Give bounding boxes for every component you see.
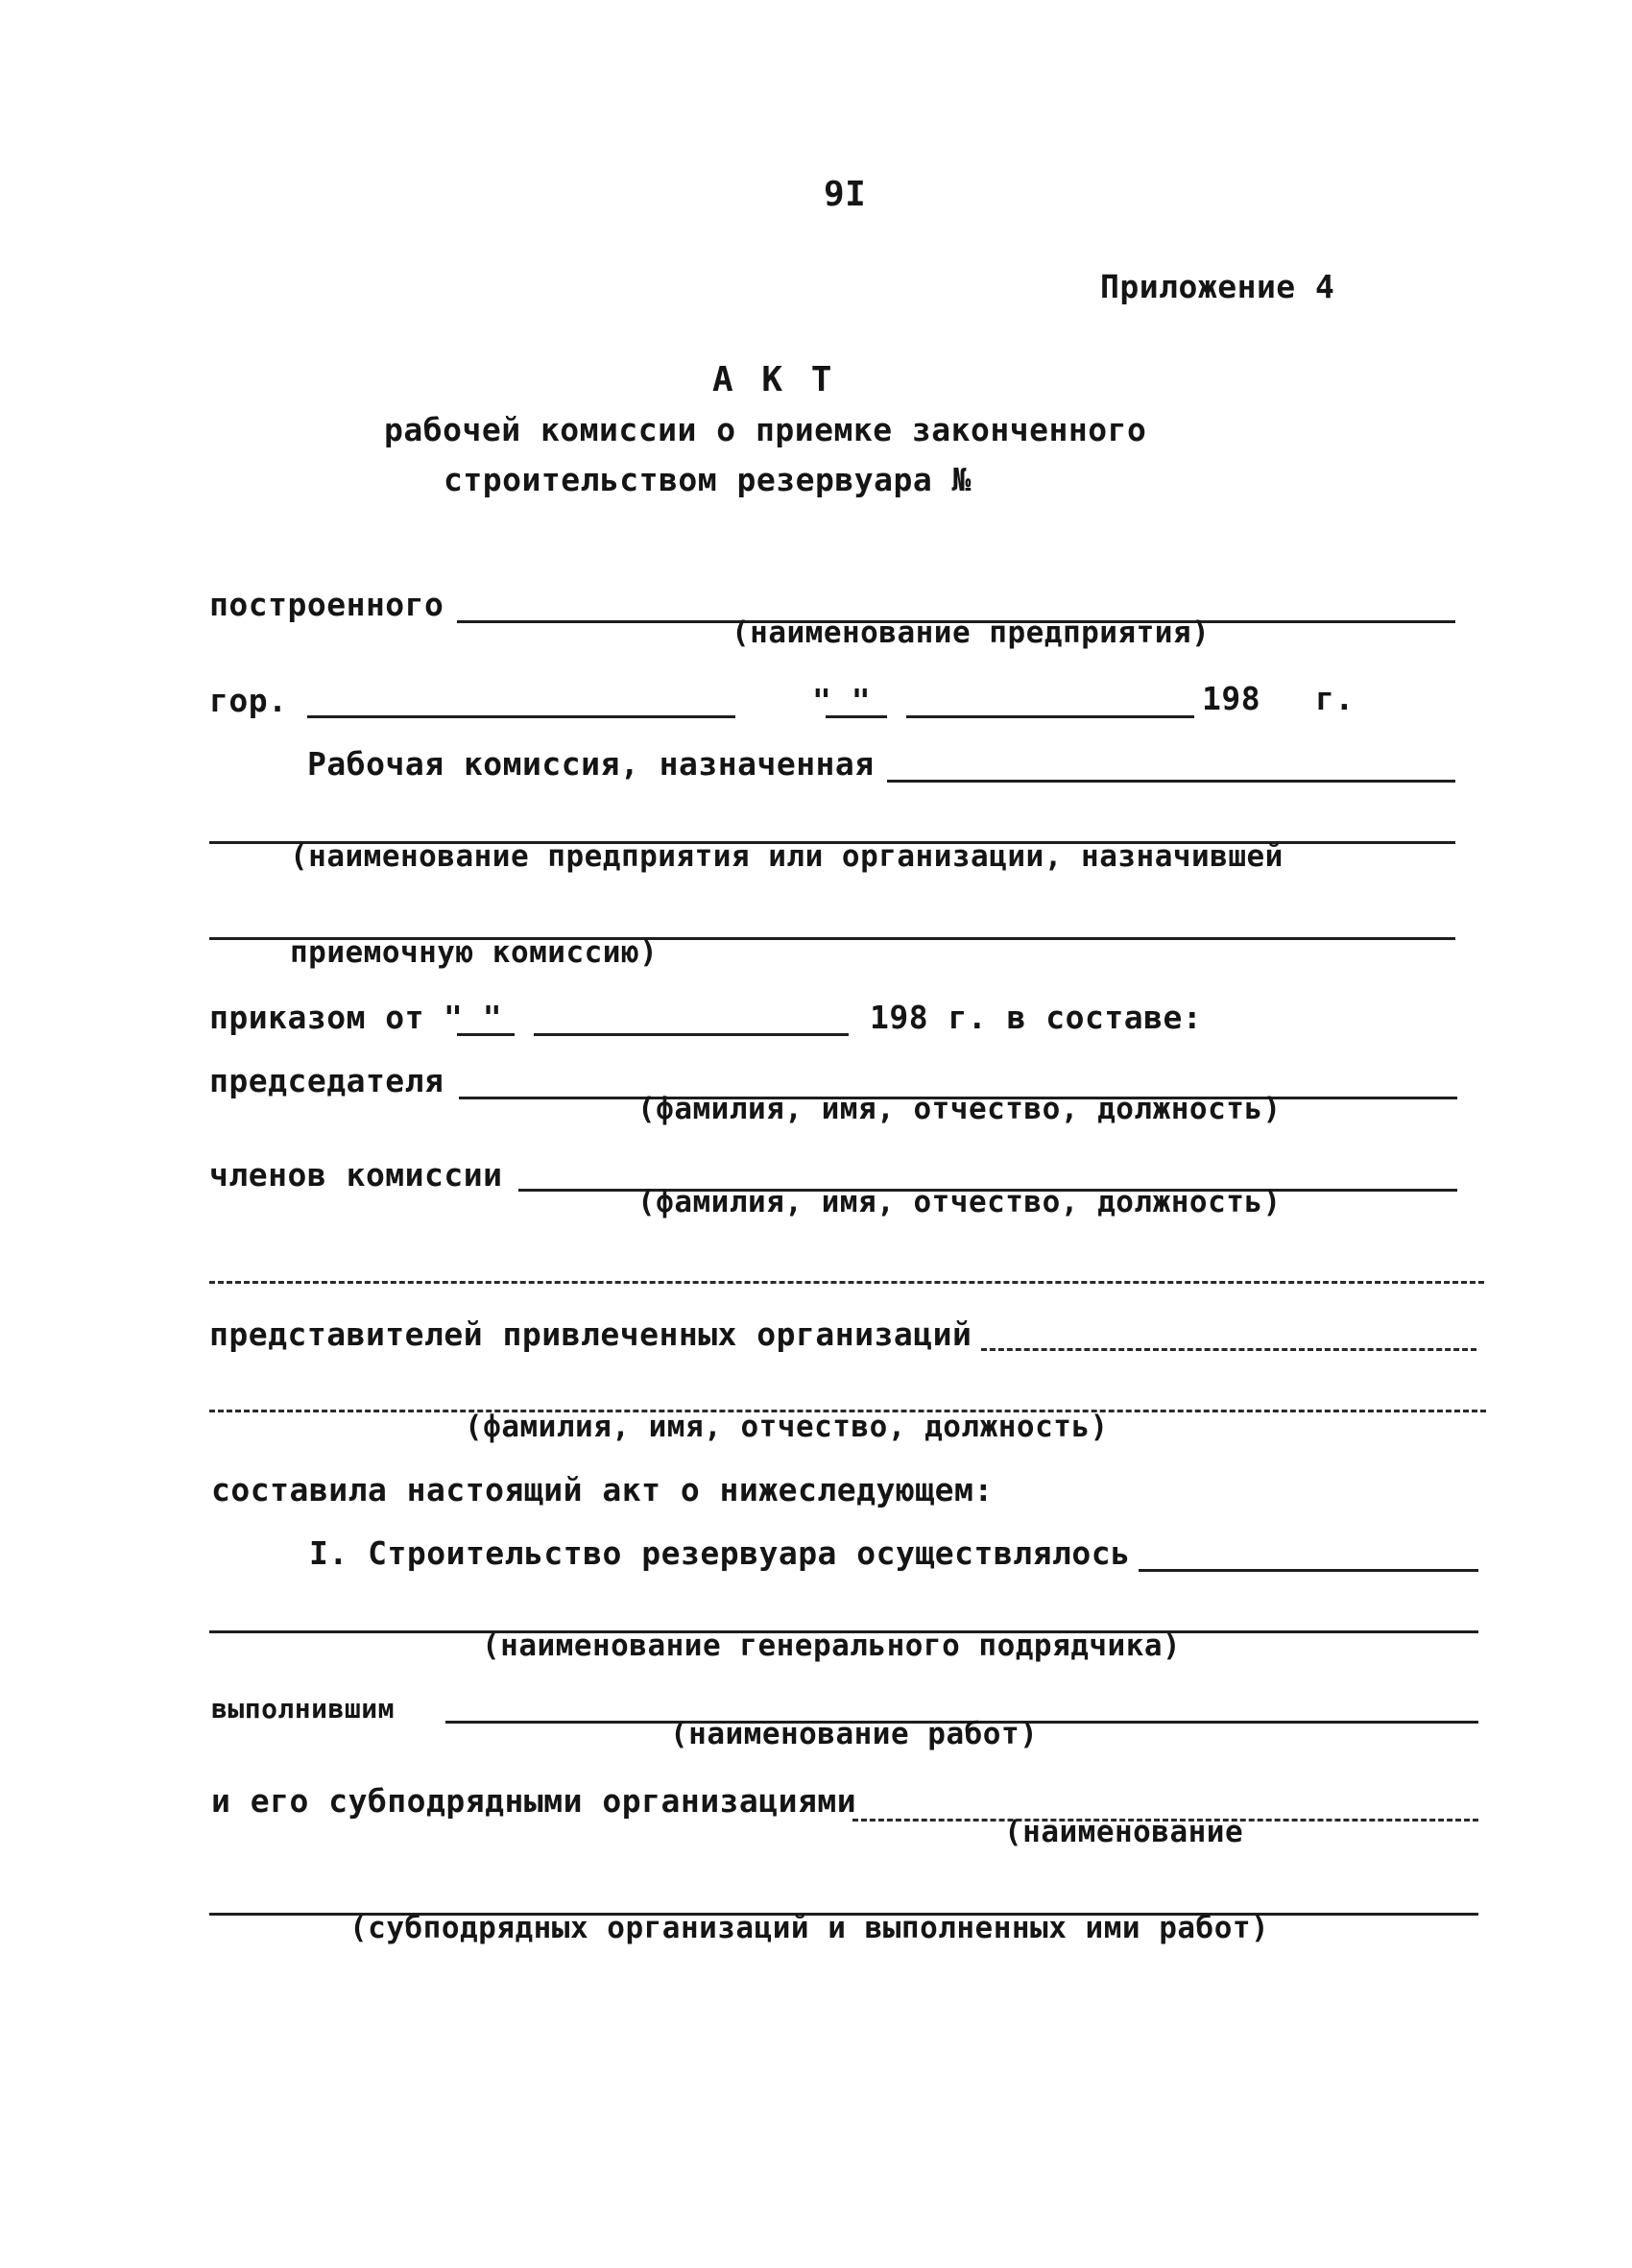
order-tail: 198 г. в составе: (870, 999, 1203, 1036)
members-label: членов комиссии (209, 1156, 503, 1194)
order-day-blank-line (457, 1033, 515, 1036)
item1-text: I. Строительство резервуара осуществлялось (309, 1534, 1131, 1572)
representatives-caption: (фамилия, имя, отчество, должность) (465, 1410, 1109, 1444)
order-month-blank-line (534, 1033, 849, 1036)
subcontractors-caption-1: (наименование (1004, 1815, 1244, 1849)
item1-blank-line (1139, 1569, 1478, 1572)
act-subtitle-line1: рабочей комиссии о приемке законченного (384, 411, 1147, 448)
subcontractors-caption-2: (субподрядных организаций и выполненных ими работ) (349, 1911, 1270, 1945)
representatives-blank-line (981, 1348, 1476, 1351)
commission-blank-line (887, 780, 1455, 783)
appendix-label: Приложение 4 (1100, 268, 1335, 305)
built-label: построенного (209, 586, 444, 623)
general-contractor-caption: (наименование генерального подрядчика) (482, 1629, 1182, 1663)
composed-text: составила настоящий акт о нижеследующем: (211, 1471, 994, 1508)
act-subtitle-line2: строительством резервуара № (444, 461, 972, 498)
city-label: гор. (209, 682, 288, 719)
subcontractors-label: и его субподрядными организациями (211, 1782, 857, 1820)
chairman-caption: (фамилия, имя, отчество, должность) (637, 1092, 1282, 1126)
members-caption: (фамилия, имя, отчество, должность) (637, 1185, 1282, 1219)
org-caption-1: (наименование предприятия или организации, назначившей (290, 839, 1284, 874)
month-blank-line (906, 715, 1194, 718)
date-quotes: " " (812, 682, 872, 719)
city-blank-line (307, 715, 735, 718)
works-caption: (наименование работ) (670, 1717, 1039, 1751)
year-suffix: г. (1315, 680, 1355, 717)
org-caption-2: приемочную комиссию) (290, 935, 659, 970)
commission-label: Рабочая комиссия, назначенная (307, 745, 875, 783)
order-date-quotes: " " (444, 999, 503, 1036)
performed-label: выполнившим (211, 1693, 395, 1725)
chairman-label: председателя (209, 1062, 444, 1099)
built-caption: (наименование предприятия) (732, 615, 1211, 650)
act-title: А К Т (712, 360, 836, 399)
members-extra-blank-line (209, 1281, 1484, 1284)
page-number: 9I (824, 175, 867, 214)
representatives-label: представителей привлеченных организаций (209, 1315, 972, 1353)
order-label: приказом от (209, 999, 425, 1036)
year-label: 198 (1202, 680, 1261, 717)
day-blank-line (826, 715, 887, 718)
